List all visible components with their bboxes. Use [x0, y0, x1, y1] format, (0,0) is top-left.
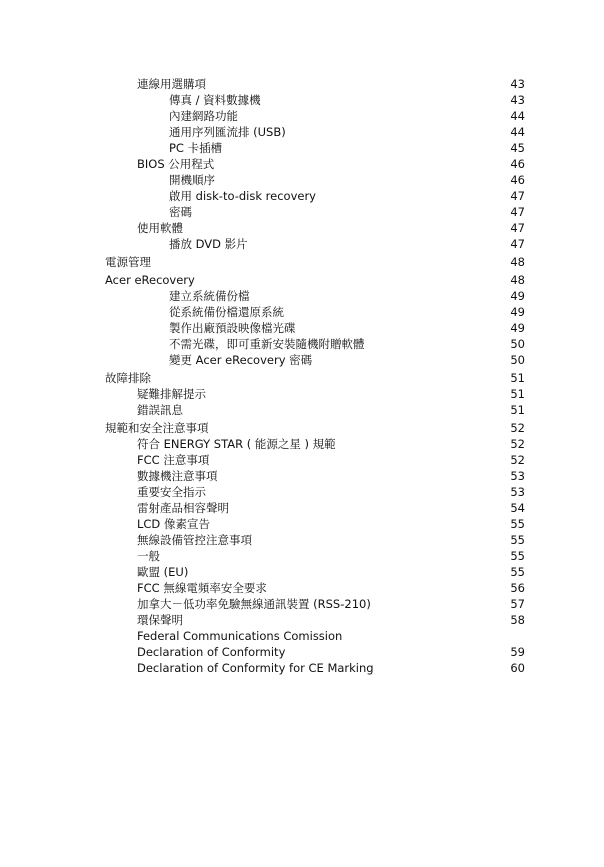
toc-entry[interactable] [0, 320, 604, 336]
toc-entry[interactable] [0, 386, 604, 402]
toc-entry-title: Federal Communications Comission [137, 629, 343, 643]
toc-entry-title: 建立系統備份檔 [169, 289, 250, 303]
toc-entry[interactable] [0, 516, 604, 532]
toc-entry[interactable] [0, 304, 604, 320]
toc-entry-page-number: 48 [510, 255, 525, 269]
toc-entry-page-number: 51 [510, 387, 525, 401]
toc-entry-page-number: 43 [510, 77, 525, 91]
toc-entry[interactable] [0, 76, 604, 92]
toc-entry-title: 開機順序 [169, 173, 215, 187]
toc-entry-page-number: 56 [510, 581, 525, 595]
toc-entry[interactable] [0, 484, 604, 500]
toc-entry[interactable] [0, 352, 604, 368]
toc-entry-page-number: 58 [510, 613, 525, 627]
toc-entry-title: 使用軟體 [137, 221, 183, 235]
toc-entry[interactable] [0, 644, 604, 660]
toc-entry-page-number: 47 [510, 189, 525, 203]
toc-entry-title: 不需光碟，即可重新安裝隨機附贈軟體 [169, 337, 365, 351]
toc-entry-page-number: 51 [510, 403, 525, 417]
toc-entry-page-number: 53 [510, 469, 525, 483]
toc-entry-page-number: 44 [510, 109, 525, 123]
toc-entry[interactable] [0, 288, 604, 304]
toc-entry[interactable] [0, 660, 604, 676]
toc-entry[interactable] [0, 140, 604, 156]
toc-entry-page-number: 55 [510, 549, 525, 563]
toc-entry-title: 從系統備份檔還原系統 [169, 305, 284, 319]
toc-entry-page-number: 57 [510, 597, 525, 611]
toc-entry[interactable] [0, 172, 604, 188]
toc-entry[interactable] [0, 220, 604, 236]
toc-entry-title: PC 卡插槽 [169, 141, 223, 155]
toc-entry-title: 內建網路功能 [169, 109, 238, 123]
toc-entry-page-number: 48 [510, 273, 525, 287]
toc-entry[interactable] [0, 402, 604, 418]
toc-entry-title: 一般 [137, 549, 160, 563]
toc-entry[interactable] [0, 370, 604, 386]
toc-entry[interactable] [0, 532, 604, 548]
toc-entry-title: 錯誤訊息 [137, 403, 183, 417]
toc-entry-page-number: 49 [510, 321, 525, 335]
toc-entry-page-number: 60 [510, 661, 525, 675]
toc-entry-title: 啟用 disk-to-disk recovery [169, 189, 316, 203]
toc-entry-title: 符合 ENERGY STAR ( 能源之星 ) 規範 [137, 437, 336, 451]
toc-entry-title: 傳真 / 資料數據機 [169, 93, 261, 107]
toc-entry[interactable] [0, 596, 604, 612]
toc-entry-page-number: 55 [510, 517, 525, 531]
table-of-contents [0, 76, 604, 676]
toc-entry-page-number: 47 [510, 237, 525, 251]
toc-entry[interactable] [0, 204, 604, 220]
toc-entry-page-number: 49 [510, 305, 525, 319]
toc-entry-page-number: 51 [510, 371, 525, 385]
toc-entry[interactable] [0, 108, 604, 124]
toc-entry[interactable] [0, 468, 604, 484]
toc-entry-title: 連線用選購項 [137, 77, 206, 91]
toc-entry-title: 無線設備管控注意事項 [137, 533, 252, 547]
toc-entry-page-number: 50 [510, 337, 525, 351]
toc-entry-title: 數據機注意事項 [137, 469, 218, 483]
toc-entry-page-number: 49 [510, 289, 525, 303]
toc-entry[interactable] [0, 500, 604, 516]
toc-entry-title: FCC 無線電頻率安全要求 [137, 581, 267, 595]
toc-entry-page-number: 47 [510, 221, 525, 235]
toc-entry-page-number: 45 [510, 141, 525, 155]
toc-entry-title: 變更 Acer eRecovery 密碼 [169, 353, 313, 367]
toc-entry-page-number: 52 [510, 421, 525, 435]
toc-entry-title: FCC 注意事項 [137, 453, 210, 467]
toc-entry-title: LCD 像素宣告 [137, 517, 210, 531]
toc-entry-title: 電源管理 [105, 255, 151, 269]
toc-entry[interactable] [0, 272, 604, 288]
toc-entry[interactable] [0, 188, 604, 204]
toc-entry-title: 播放 DVD 影片 [169, 237, 248, 251]
toc-entry[interactable] [0, 580, 604, 596]
toc-entry-page-number: 59 [510, 645, 525, 659]
toc-entry-page-number: 43 [510, 93, 525, 107]
toc-entry-page-number: 52 [510, 437, 525, 451]
toc-entry-page-number: 52 [510, 453, 525, 467]
toc-entry[interactable] [0, 612, 604, 628]
toc-entry[interactable] [0, 92, 604, 108]
toc-entry-title: 密碼 [169, 205, 192, 219]
toc-entry-page-number: 46 [510, 173, 525, 187]
toc-entry[interactable] [0, 236, 604, 252]
toc-entry-title: 規範和安全注意事項 [105, 421, 209, 435]
toc-entry[interactable] [0, 564, 604, 580]
toc-entry-title: 故障排除 [105, 371, 151, 385]
toc-entry-page-number: 53 [510, 485, 525, 499]
toc-entry[interactable] [0, 452, 604, 468]
toc-entry-page-number: 44 [510, 125, 525, 139]
toc-entry[interactable] [0, 336, 604, 352]
toc-entry[interactable] [0, 548, 604, 564]
toc-entry-title: Acer eRecovery [105, 273, 195, 287]
toc-entry-title: 疑難排解提示 [137, 387, 206, 401]
toc-entry-title: 加拿大－低功率免驗無線通訊裝置 (RSS-210) [137, 597, 371, 611]
toc-entry-title: Declaration of Conformity [137, 645, 286, 659]
toc-entry-title: Declaration of Conformity for CE Marking [137, 661, 374, 675]
toc-entry-page-number: 46 [510, 157, 525, 171]
toc-entry-title: 通用序列匯流排 (USB) [169, 125, 286, 139]
toc-entry-title: 歐盟 (EU) [137, 565, 189, 579]
toc-entry-page-number: 50 [510, 353, 525, 367]
toc-entry-title: 製作出廠預設映像檔光碟 [169, 321, 296, 335]
toc-entry[interactable] [0, 436, 604, 452]
toc-entry-page-number: 47 [510, 205, 525, 219]
toc-entry[interactable] [0, 156, 604, 172]
toc-entry[interactable] [0, 628, 604, 644]
toc-entry[interactable] [0, 420, 604, 436]
toc-entry-page-number: 55 [510, 533, 525, 547]
toc-entry-title: BIOS 公用程式 [137, 157, 215, 171]
toc-entry-page-number: 55 [510, 565, 525, 579]
toc-entry[interactable] [0, 124, 604, 140]
toc-entry-title: 重要安全指示 [137, 485, 206, 499]
toc-entry[interactable] [0, 254, 604, 270]
toc-entry-title: 環保聲明 [137, 613, 183, 627]
toc-entry-page-number: 54 [510, 501, 525, 515]
toc-entry-title: 雷射產品相容聲明 [137, 501, 229, 515]
